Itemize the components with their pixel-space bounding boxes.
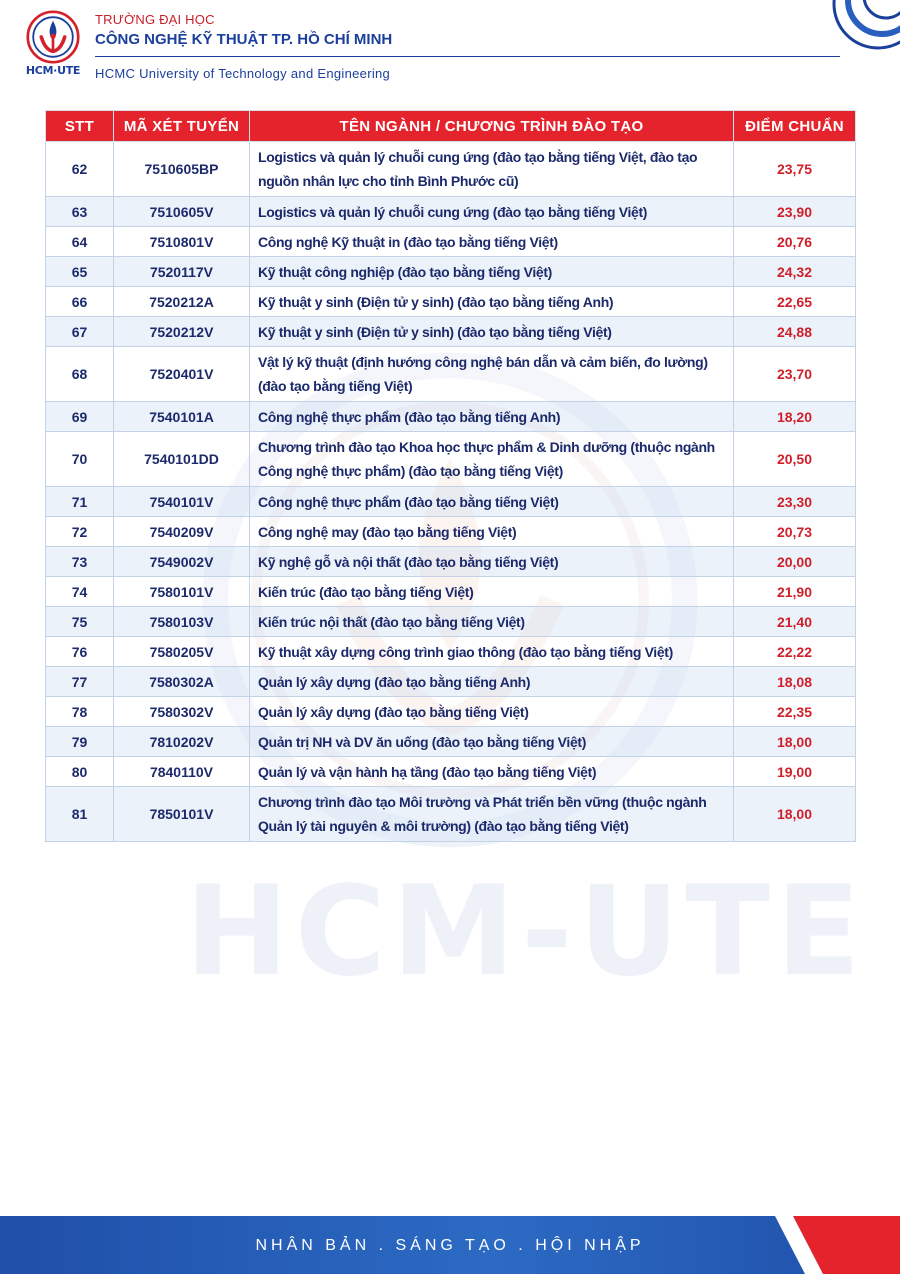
row-program-name: Quản trị NH và DV ăn uống (đào tạo bằng tiếng Việt) — [250, 727, 734, 757]
row-code: 7540101V — [114, 487, 250, 517]
row-program-name: Kỹ thuật y sinh (Điện tử y sinh) (đào tạo bằng tiếng Việt) — [250, 317, 734, 347]
row-score: 21,40 — [734, 607, 856, 637]
table-row — [46, 347, 856, 402]
table-row — [46, 607, 856, 637]
row-stt: 76 — [46, 637, 114, 667]
row-score: 23,30 — [734, 487, 856, 517]
table-row — [46, 432, 856, 487]
table-row — [46, 517, 856, 547]
row-score: 23,90 — [734, 197, 856, 227]
row-code: 7580302A — [114, 667, 250, 697]
column-header-score: ĐIỂM CHUẨN — [734, 111, 856, 142]
row-code: 7510801V — [114, 227, 250, 257]
row-program-name: Kiến trúc (đào tạo bằng tiếng Việt) — [250, 577, 734, 607]
row-code: 7510605BP — [114, 142, 250, 197]
column-header-stt: STT — [46, 111, 114, 142]
table-row — [46, 287, 856, 317]
table-body — [46, 142, 856, 842]
footer-slogan: NHÂN BẢN . SÁNG TẠO . HỘI NHẬP — [255, 1237, 645, 1254]
row-code: 7850101V — [114, 787, 250, 842]
row-program-name: Kỹ thuật xây dựng công trình giao thông (đào tạo bằng tiếng Việt) — [250, 637, 734, 667]
row-score: 20,00 — [734, 547, 856, 577]
header-divider — [95, 56, 840, 57]
row-score: 23,70 — [734, 347, 856, 402]
row-score: 22,22 — [734, 637, 856, 667]
row-program-name: Công nghệ thực phẩm (đào tạo bằng tiếng Việt) — [250, 487, 734, 517]
row-code: 7520117V — [114, 257, 250, 287]
row-code: 7520212V — [114, 317, 250, 347]
school-name-english: HCMC University of Technology and Engineering — [95, 66, 391, 81]
table-row — [46, 577, 856, 607]
row-program-name: Kỹ thuật công nghiệp (đào tạo bằng tiếng Việt) — [250, 257, 734, 287]
row-code: 7580205V — [114, 637, 250, 667]
row-score: 22,65 — [734, 287, 856, 317]
row-program-name: Công nghệ may (đào tạo bằng tiếng Việt) — [250, 517, 734, 547]
row-program-name: Logistics và quản lý chuỗi cung ứng (đào tạo bằng tiếng Việt) — [250, 197, 734, 227]
table-row — [46, 667, 856, 697]
row-stt: 80 — [46, 757, 114, 787]
row-program-name: Chương trình đào tạo Môi trường và Phát triển bền vững (thuộc ngành Quản lý tài nguyên & môi trường) (đào tạo bằng tiếng Việt) — [250, 787, 734, 842]
table-row — [46, 317, 856, 347]
row-stt: 73 — [46, 547, 114, 577]
table-row — [46, 257, 856, 287]
row-code: 7540209V — [114, 517, 250, 547]
table-row — [46, 637, 856, 667]
row-program-name: Kỹ thuật y sinh (Điện tử y sinh) (đào tạo bằng tiếng Anh) — [250, 287, 734, 317]
row-program-name: Quản lý xây dựng (đào tạo bằng tiếng Việt) — [250, 697, 734, 727]
row-stt: 67 — [46, 317, 114, 347]
row-program-name: Công nghệ thực phẩm (đào tạo bằng tiếng Anh) — [250, 402, 734, 432]
row-code: 7540101DD — [114, 432, 250, 487]
row-code: 7840110V — [114, 757, 250, 787]
row-stt: 70 — [46, 432, 114, 487]
row-stt: 75 — [46, 607, 114, 637]
row-stt: 78 — [46, 697, 114, 727]
column-header-program: TÊN NGÀNH / CHƯƠNG TRÌNH ĐÀO TẠO — [250, 111, 734, 142]
row-score: 24,88 — [734, 317, 856, 347]
row-stt: 79 — [46, 727, 114, 757]
row-stt: 64 — [46, 227, 114, 257]
table-row — [46, 227, 856, 257]
row-score: 20,73 — [734, 517, 856, 547]
logo-caption: HCM·UTE — [25, 64, 81, 77]
table-row — [46, 727, 856, 757]
column-header-code: MÃ XÉT TUYỂN — [114, 111, 250, 142]
row-stt: 65 — [46, 257, 114, 287]
row-program-name: Kiến trúc nội thất (đào tạo bằng tiếng Việt) — [250, 607, 734, 637]
row-score: 18,00 — [734, 727, 856, 757]
row-stt: 62 — [46, 142, 114, 197]
university-logo-icon — [26, 10, 80, 64]
row-code: 7580302V — [114, 697, 250, 727]
watermark-text: HCM-UTE — [185, 860, 867, 1004]
row-stt: 66 — [46, 287, 114, 317]
row-score: 18,00 — [734, 787, 856, 842]
row-code: 7540101A — [114, 402, 250, 432]
table-row — [46, 142, 856, 197]
row-code: 7520212A — [114, 287, 250, 317]
row-program-name: Quản lý và vận hành hạ tầng (đào tạo bằng tiếng Việt) — [250, 757, 734, 787]
row-score: 20,50 — [734, 432, 856, 487]
school-name-prefix: TRƯỜNG ĐẠI HỌC — [95, 12, 215, 27]
row-code: 7810202V — [114, 727, 250, 757]
row-score: 21,90 — [734, 577, 856, 607]
row-code: 7510605V — [114, 197, 250, 227]
table-row — [46, 402, 856, 432]
row-score: 23,75 — [734, 142, 856, 197]
row-score: 19,00 — [734, 757, 856, 787]
row-code: 7520401V — [114, 347, 250, 402]
row-stt: 69 — [46, 402, 114, 432]
row-score: 20,76 — [734, 227, 856, 257]
table-row — [46, 697, 856, 727]
row-program-name: Vật lý kỹ thuật (định hướng công nghệ bán dẫn và cảm biến, đo lường) (đào tạo bằng tiếng Việt) — [250, 347, 734, 402]
row-stt: 81 — [46, 787, 114, 842]
row-score: 22,35 — [734, 697, 856, 727]
row-stt: 72 — [46, 517, 114, 547]
row-program-name: Quản lý xây dựng (đào tạo bằng tiếng Anh) — [250, 667, 734, 697]
table-row — [46, 757, 856, 787]
table-row — [46, 787, 856, 842]
row-program-name: Công nghệ Kỹ thuật in (đào tạo bằng tiếng Việt) — [250, 227, 734, 257]
table-row — [46, 197, 856, 227]
admission-score-table — [45, 110, 856, 842]
row-stt: 63 — [46, 197, 114, 227]
row-code: 7580103V — [114, 607, 250, 637]
row-stt: 77 — [46, 667, 114, 697]
row-program-name: Chương trình đào tạo Khoa học thực phẩm & Dinh dưỡng (thuộc ngành Công nghệ thực phẩm) (đào tạo bằng tiếng Việt) — [250, 432, 734, 487]
table-row — [46, 547, 856, 577]
row-stt: 71 — [46, 487, 114, 517]
school-name: CÔNG NGHỆ KỸ THUẬT TP. HỒ CHÍ MINH — [95, 31, 393, 48]
table-header-row — [46, 111, 856, 142]
table-row — [46, 487, 856, 517]
row-score: 18,08 — [734, 667, 856, 697]
corner-decoration — [790, 0, 900, 80]
row-stt: 74 — [46, 577, 114, 607]
row-score: 18,20 — [734, 402, 856, 432]
row-code: 7580101V — [114, 577, 250, 607]
row-stt: 68 — [46, 347, 114, 402]
row-score: 24,32 — [734, 257, 856, 287]
row-program-name: Kỹ nghệ gỗ và nội thất (đào tạo bằng tiếng Việt) — [250, 547, 734, 577]
row-program-name: Logistics và quản lý chuỗi cung ứng (đào tạo bằng tiếng Việt, đào tạo nguồn nhân lực cho tỉnh Bình Phước cũ) — [250, 142, 734, 197]
row-code: 7549002V — [114, 547, 250, 577]
